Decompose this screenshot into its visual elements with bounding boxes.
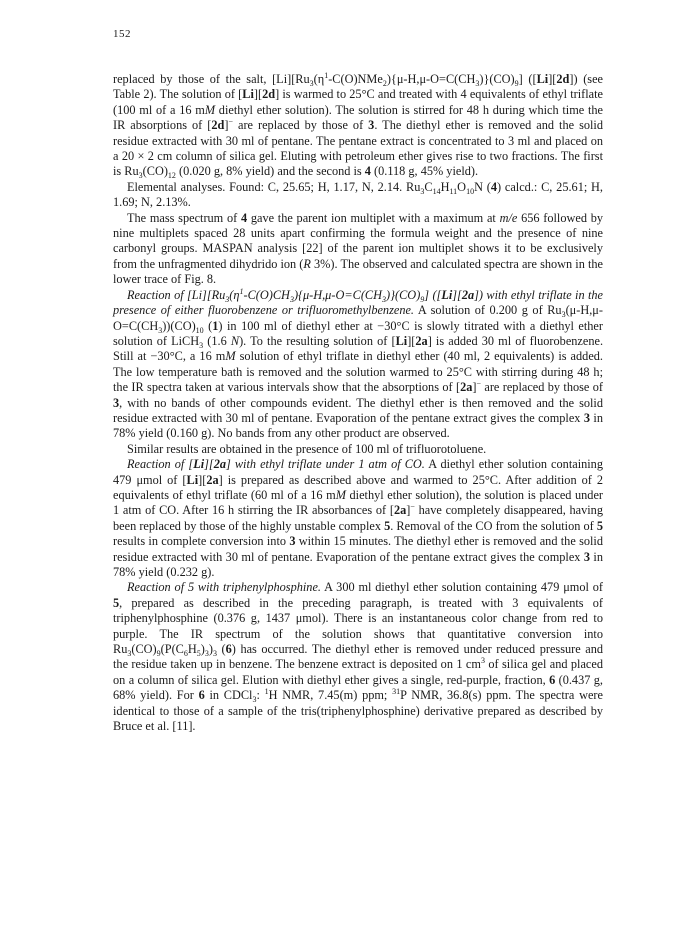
para-mass-spectrum: The mass spectrum of 4 gave the parent ion multiplet with a maximum at m/e 656 followed by nine multiplets spaced 28 units apart confirming the formula weight and the presence of nine carbonyl groups. MASPAN analysis [22] of the parent ion multiplet shows it to be exclusively from the unfragmented dihydrido ion (R 3%). The observed and calculated spectra are shown in the lower trace of Fig. 8. — [113, 210, 603, 287]
para-trifluorotoluene: Similar results are obtained in the presence of 100 ml of trifluorotoluene. — [127, 441, 487, 456]
para-reaction-fluorobenzene: Reaction of $[Li][Ru_3(\eta^1-C(O)CH_3)\{\mu-H,\mu-O=C(CH_3)\}(CO)_9]$ ([Li][2a]) with ethyl triflate in the presence of either fluorobenzene or trifluoromethylbenzene. A solution of 0.200 g of $Ru_3(\mu-H,\mu-O=C(CH_3))(CO)_{10}$ (1) in 100 ml of diethyl ether at −30°C is slowly titrated with a diethyl ether solution of LiCH$_3$ (1.6 N). To the resulting solution of [Li][2a] is added 30 ml of fluorobenzene. Still at −30°C, a 16 mM solution of ethyl triflate in diethyl ether (40 ml, 2 equivalents) is added. The low temperature bath is removed and the solution warmed to 25°C with stirring during 48 h; the IR spectra taken at various intervals show that the absorptions of [2a]− are replaced by those of 3, with no bands of other compounds evident. The diethyl ether is then removed and the solid residue extracted with 30 ml of pentane. Evaporation of the pentane extract gives the complex 3 in 78% yield (0.160 g). No bands from any other product are observed. — [113, 286, 604, 441]
para-continuation: replaced by those of the salt, $[Li][Ru_3(\eta^1-C(O)NMe_2)\{\mu-H,\mu-O=C(CH_3)\}(CO)_9]$ ([Li][2d]) (see Table 2). The solution of [Li][2d] is warmed to 25°C and treated with 4 equivalents of ethyl triflate (100 ml of a 16 mM diethyl ether solution). The solution is stirred for 48 h during which time the IR absorptions of [2d]− are replaced by those of 3. The diethyl ether is removed and the solid residue extracted with 30 ml of pentane. The pentane extract is concentrated to 3 ml and placed on a 20 × 2 cm column of silica gel. Eluting with petroleum ether gives rise to two fractions. The first is $Ru_3(CO)_{12}$ (0.020 g, 8% yield) and the second is 4 (0.118 g, 45% yield). — [113, 71, 604, 181]
page-number: 152 — [113, 28, 131, 40]
para-reaction-triphenylphosphine: Reaction of 5 with triphenylphosphine. A 300 ml diethyl ether solution containing 479 μmol of 5, prepared as described in the preceding paragraph, is treated with 3 equivalents of triphenylphosphine (0.376 g, 1437 μmol). There is an instantaneous color change from red to purple. The IR spectrum of the solution shows that quantitative conversion into $Ru_3(CO)_9(P(C_6H_5)_3)_3$ (6) has occurred. The diethyl ether is removed under reduced pressure and the residue taken up in benzene. The benzene extract is deposited on 1 $cm^3$ of silica gel and placed on a column of silica gel. Elution with diethyl ether gives a single, red-purple, fraction, 6 (0.437 g, 68% yield). For 6 in CDCl$_3$: $^1$H NMR, 7.45(m) ppm; $^{31}$P NMR, 36.8(s) ppm. The spectra were identical to those of a sample of the tris(triphenylphosphine) derivative prepared as described by Bruce et al. [11]. — [113, 580, 603, 734]
para-reaction-co: Reaction of [Li][2a] with ethyl triflate under 1 atm of CO. A diethyl ether solution containing 479 μmol of [Li][2a] is prepared as described above and warmed to 25°C. After addition of 2 equivalents of ethyl triflate (60 ml of a 16 mM diethyl ether solution), the solution is placed under 1 atm of CO. After 16 h stirring the IR absorbances of [2a]− have completely disappeared, having been replaced by those of the highly unstable complex 5. Removal of the CO from the solution of 5 results in complete conversion into 3 within 15 minutes. The diethyl ether is removed and the solid residue extracted with 30 ml of pentane. Evaporation of the pentane extract gives the complex 3 in 78% yield (0.232 g). — [113, 457, 603, 579]
para-elemental-analyses: Elemental analyses. Found: C, 25.65; H, 1.17, N, 2.14. $Ru_3C_{14}H_{11}O_{10}N$ (4) calcd.: C, 25.61; H, 1.69; N, 2.13%. — [113, 179, 604, 210]
article-body — [113, 72, 603, 734]
